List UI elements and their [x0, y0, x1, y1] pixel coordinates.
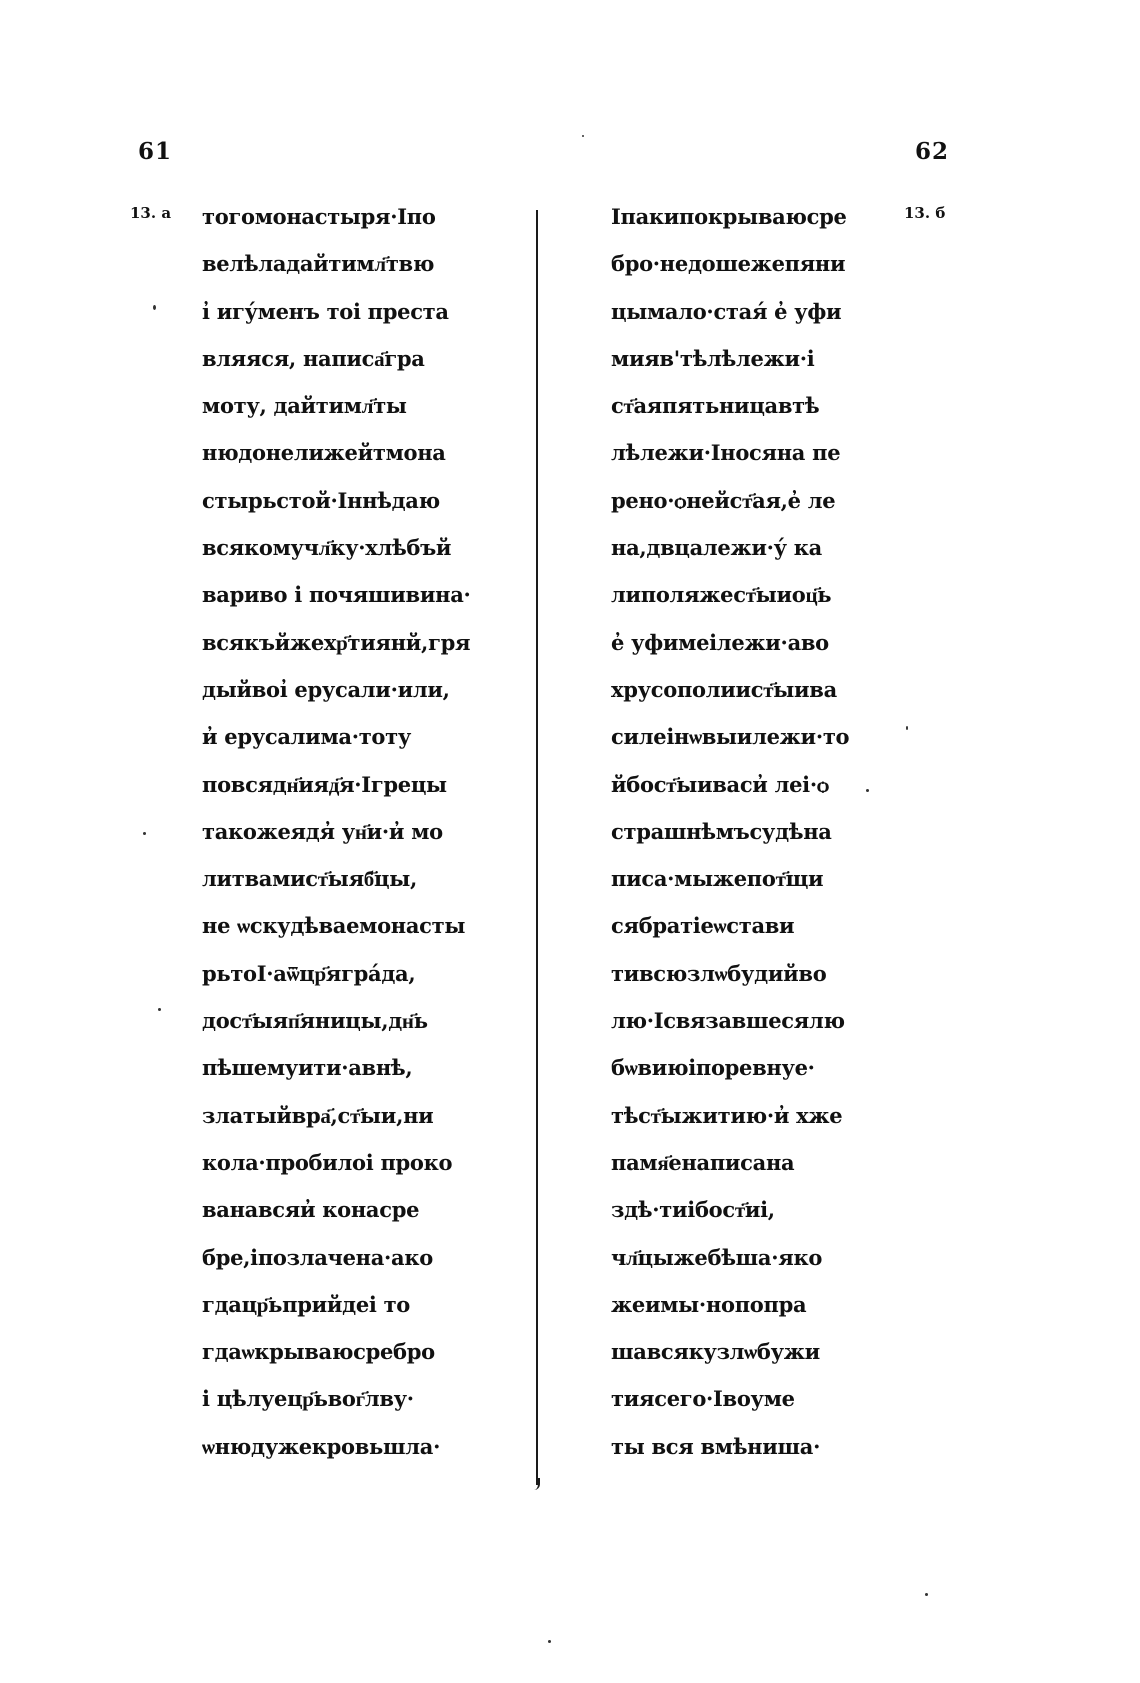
scan-speck	[866, 789, 869, 792]
text-line: ст҃аяпятьницавтѣ	[611, 393, 820, 419]
text-line: писа·мыжепот҃щи	[611, 866, 824, 892]
text-line: і̓ игу́менъ тоі преста	[202, 298, 449, 324]
text-line: гдаѡкрываюсребро	[202, 1339, 435, 1365]
text-line: сябратіеѡстави	[611, 913, 795, 939]
text-line: тѣст҃ыжитию·и̓ хже	[611, 1102, 843, 1128]
scan-speck	[153, 305, 156, 310]
page-number-right: 62	[915, 138, 950, 165]
text-line: лю·Ісвязавшесялю	[611, 1008, 845, 1034]
text-line: дыйвоі̓ ерусали·или,	[202, 676, 450, 702]
scan-speck	[548, 1640, 551, 1643]
text-line: стырьстой·Іннѣдаю	[202, 487, 440, 513]
left-text-column	[202, 198, 471, 1475]
column-divider	[536, 210, 538, 1485]
text-line: литвамист҃ыяб҃цы,	[202, 866, 417, 892]
folio-mark-left: 13. а	[130, 204, 172, 222]
text-line: бре,іпозлачена·ако	[202, 1244, 433, 1270]
text-line: и̓ ерусалима·тоту	[202, 724, 411, 750]
text-line: моту, дайтимл҃ты	[202, 393, 407, 419]
text-line: всякомучл҃ку·хлѣбъй	[202, 535, 452, 561]
text-line: Іпакипокрываюсре	[611, 204, 847, 229]
text-line: силеінѡвыилежи·то	[611, 724, 850, 750]
text-line: тиясего·Івоуме	[611, 1386, 795, 1412]
text-line: такожеядя̓ ун҃и·и̓ мо	[202, 818, 443, 844]
text-line: дост҃ыяп҃яницы,дн҃ь	[202, 1008, 428, 1034]
scan-speck	[582, 135, 584, 137]
page-number-left: 61	[138, 138, 173, 165]
text-line: е̓ уфимеілежи·аво	[611, 629, 829, 655]
text-line: гдацр҃ьприйдеі то	[202, 1291, 410, 1317]
text-line: тогомонастыря·Іпо	[202, 204, 436, 229]
right-text-column	[611, 198, 849, 1475]
text-line: хрусополиист҃ыива	[611, 676, 837, 702]
text-line: лѣлежи·Іносяна пе	[611, 440, 841, 466]
text-line: златыйвра҃,ст҃ыи,ни	[202, 1102, 434, 1128]
text-line: липоляжест҃ыиоц҃ь	[611, 582, 832, 608]
text-line: здѣ·тиібост҃иі,	[611, 1197, 775, 1223]
text-line: йбост҃ыиваси̓ леі·ѻ	[611, 771, 829, 797]
scan-speck	[158, 1008, 161, 1011]
text-line: бѡвиюіпоревнуе·	[611, 1055, 815, 1081]
text-line: тивсюзлѡбудийво	[611, 960, 827, 986]
text-line: на,двцалежи·у́ ка	[611, 535, 822, 561]
text-line: рено·ѻнейст҃ая,е̓ ле	[611, 487, 836, 513]
folio-mark-right: 13. б	[904, 204, 946, 222]
text-line: шавсякузлѡбужи	[611, 1339, 820, 1365]
scan-speck	[906, 726, 908, 730]
text-line: ѡнюдужекровьшла·	[202, 1433, 441, 1459]
text-line: жеимы·нопопра	[611, 1291, 807, 1317]
text-line: ты вся вмѣниша·	[611, 1433, 821, 1459]
text-line: страшнѣмъсудѣна	[611, 818, 832, 844]
column-divider-tail	[533, 1478, 540, 1490]
text-line: мияв'тѣлѣлежи·і	[611, 345, 815, 371]
text-line: нюдонелижейтмона	[202, 440, 446, 466]
text-line: вариво і почяшивина·	[202, 582, 471, 608]
text-line: кола·пробилоі проко	[202, 1149, 453, 1175]
text-line: повсядн҃ияд҃я·Ігрецы	[202, 771, 447, 797]
text-line: не ѡскудѣваемонасты	[202, 913, 466, 939]
text-line: всякъйжехр҃тиянй,гря	[202, 629, 471, 655]
text-line: вляяся, написа҃гра	[202, 345, 425, 371]
text-line: бро·недошежепяни	[611, 251, 846, 277]
scan-speck	[143, 832, 146, 835]
text-line: памя҃енаписана	[611, 1149, 795, 1175]
text-line: пѣшемуити·авнѣ,	[202, 1055, 413, 1081]
text-line: цымало·стая́ е̓ уфи	[611, 298, 842, 324]
text-line: і цѣлуецр҃ьвог҃лву·	[202, 1386, 414, 1412]
text-line: ванавсяи̓ конасре	[202, 1197, 420, 1223]
scan-speck	[925, 1593, 928, 1596]
text-line: чл҃цыжебѣша·яко	[611, 1244, 823, 1270]
text-line: велѣладайтимл҃твю	[202, 251, 435, 277]
text-line: рьтоІ·аѿцр҃ягра́да,	[202, 960, 416, 986]
